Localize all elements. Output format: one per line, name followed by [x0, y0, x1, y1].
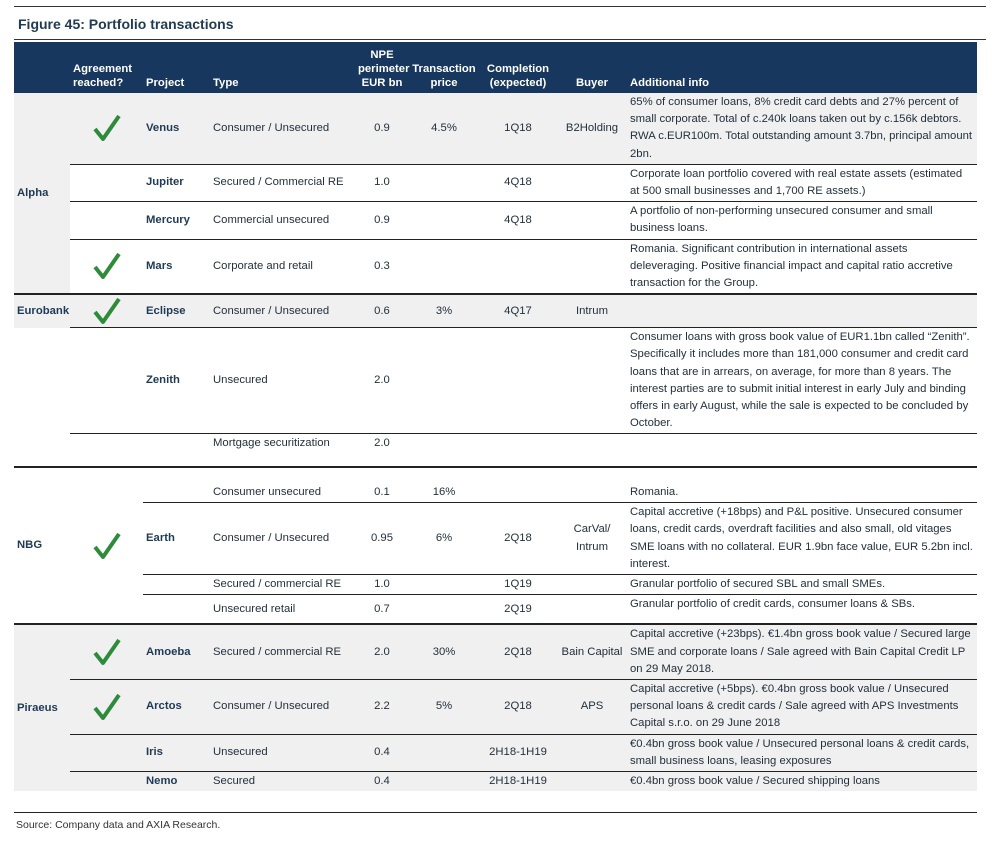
agreement-cell: [70, 93, 143, 164]
agreement-cell: [70, 467, 143, 575]
project-cell: [143, 467, 210, 503]
type-cell: Secured: [210, 772, 355, 792]
check-icon: [92, 531, 122, 561]
buyer-cell: [557, 164, 627, 201]
agreement-cell: [70, 202, 143, 239]
type-cell: Unsecured: [210, 328, 355, 434]
buyer-cell: B2Holding: [557, 93, 627, 164]
header-price: Transaction price: [409, 42, 479, 93]
completion-cell: [479, 434, 557, 467]
type-cell: Consumer / Unsecured: [210, 503, 355, 575]
price-cell: [409, 239, 479, 294]
completion-cell: 4Q17: [479, 294, 557, 328]
completion-cell: 4Q18: [479, 164, 557, 201]
check-icon: [92, 113, 122, 143]
completion-cell: 2Q19: [479, 595, 557, 625]
info-cell: Capital accretive (+18bps) and P&L positive. Unsecured consumer loans, credit cards, overdraft facilities and also small, old vitages SME loans with no collateral. EUR 1.9bn face value, EUR 5.2bn incl. interest.: [627, 503, 977, 575]
npe-cell: 0.9: [355, 202, 409, 239]
check-icon: [92, 251, 122, 281]
price-cell: [409, 574, 479, 594]
table-row: [14, 239, 977, 294]
buyer-cell: Intrum: [557, 294, 627, 328]
npe-cell: 0.6: [355, 294, 409, 328]
project-cell: Mercury: [143, 202, 210, 239]
info-cell: Granular portfolio of secured SBL and small SMEs.: [627, 574, 977, 594]
info-cell: [627, 294, 977, 328]
buyer-cell: [557, 467, 627, 503]
price-cell: [409, 202, 479, 239]
project-cell: Iris: [143, 734, 210, 771]
npe-cell: 0.3: [355, 239, 409, 294]
buyer-cell: [557, 202, 627, 239]
completion-cell: 2Q18: [479, 624, 557, 679]
price-cell: [409, 434, 479, 467]
buyer-cell: Bain Capital: [557, 624, 627, 679]
table-row: [14, 772, 977, 792]
check-icon: [92, 692, 122, 722]
info-cell: Granular portfolio of credit cards, consumer loans & SBs.: [627, 595, 977, 625]
npe-cell: 2.0: [355, 328, 409, 434]
type-cell: Corporate and retail: [210, 239, 355, 294]
type-cell: Consumer / Unsecured: [210, 93, 355, 164]
table-bottom-rule: [14, 812, 977, 813]
completion-cell: 2Q18: [479, 503, 557, 575]
table-row: [14, 434, 977, 467]
info-cell: [627, 434, 977, 467]
agreement-cell: [70, 624, 143, 679]
table-row: [14, 93, 977, 164]
buyer-cell: [557, 772, 627, 792]
npe-cell: 1.0: [355, 164, 409, 201]
info-cell: €0.4bn gross book value / Unsecured personal loans & credit cards, small business loans, leasing exposures: [627, 734, 977, 771]
buyer-cell: APS: [557, 679, 627, 734]
header-row: [14, 42, 977, 93]
header-type: Type: [210, 42, 355, 93]
npe-cell: 0.9: [355, 93, 409, 164]
table-row: [14, 202, 977, 239]
completion-cell: [479, 467, 557, 503]
project-cell: Zenith: [143, 328, 210, 434]
completion-cell: 2Q18: [479, 679, 557, 734]
info-cell: Consumer loans with gross book value of EUR1.1bn called “Zenith”. Specifically it includes more than 181,000 consumer and credit card loans that are in arrears, on average, for more than 8 years. The interest parties are to submit initial interest in early July and binding offers in early August, while the sale is expected to be concluded by October.: [627, 328, 977, 434]
price-cell: 16%: [409, 467, 479, 503]
info-cell: €0.4bn gross book value / Secured shipping loans: [627, 772, 977, 792]
price-cell: 4.5%: [409, 93, 479, 164]
agreement-cell: [70, 734, 143, 771]
check-icon: [92, 637, 122, 667]
buyer-cell: CarVal/ Intrum: [557, 503, 627, 575]
completion-cell: 2H18-1H19: [479, 772, 557, 792]
buyer-cell: [557, 574, 627, 594]
bank-label-eurobank: Eurobank: [14, 294, 70, 328]
buyer-cell: [557, 434, 627, 467]
header-info: Additional info: [627, 42, 977, 93]
agreement-cell: [70, 164, 143, 201]
table-row: [14, 328, 977, 434]
type-cell: Mortgage securitization: [210, 434, 355, 467]
project-cell: Jupiter: [143, 164, 210, 201]
price-cell: [409, 328, 479, 434]
npe-cell: 0.95: [355, 503, 409, 575]
agreement-cell: [70, 239, 143, 294]
project-cell: Nemo: [143, 772, 210, 792]
type-cell: Unsecured: [210, 734, 355, 771]
info-cell: Romania.: [627, 467, 977, 503]
source-note: Source: Company data and AXIA Research.: [16, 819, 221, 831]
bank-label-nbg: NBG: [14, 467, 70, 624]
page-title: Figure 45: Portfolio transactions: [18, 16, 234, 32]
check-icon: [92, 296, 122, 326]
bank-cell: [14, 328, 70, 434]
npe-cell: 0.4: [355, 772, 409, 792]
price-cell: 6%: [409, 503, 479, 575]
project-cell: Eclipse: [143, 294, 210, 328]
bank-label-alpha: Alpha: [14, 93, 70, 294]
bank-label-piraeus: Piraeus: [14, 624, 70, 791]
type-cell: Commercial unsecured: [210, 202, 355, 239]
npe-cell: 0.1: [355, 467, 409, 503]
type-cell: Consumer / Unsecured: [210, 679, 355, 734]
info-cell: A portfolio of non-performing unsecured consumer and small business loans.: [627, 202, 977, 239]
completion-cell: 1Q19: [479, 574, 557, 594]
buyer-cell: [557, 328, 627, 434]
project-cell: Venus: [143, 93, 210, 164]
info-cell: Romania. Significant contribution in international assets deleveraging. Positive financial impact and capital ratio accretive transaction for the Group.: [627, 239, 977, 294]
table-row: [14, 734, 977, 771]
project-cell: [143, 434, 210, 467]
completion-cell: [479, 239, 557, 294]
price-cell: 3%: [409, 294, 479, 328]
project-cell: [143, 574, 210, 594]
project-cell: Amoeba: [143, 624, 210, 679]
completion-cell: 4Q18: [479, 202, 557, 239]
table-row: [14, 294, 977, 328]
info-cell: 65% of consumer loans, 8% credit card debts and 27% percent of small corporate. Total of c.240k loans taken out by c.156k debtors. RWA c.EUR100m. Total outstanding amount 3.7bn, principal amount 2bn.: [627, 93, 977, 164]
agreement-cell: [70, 679, 143, 734]
agreement-cell: [70, 574, 143, 594]
table-row: [14, 574, 977, 594]
info-cell: Corporate loan portfolio covered with real estate assets (estimated at 500 small businesses and 1,700 RE assets.): [627, 164, 977, 201]
completion-cell: 1Q18: [479, 93, 557, 164]
table-row: [14, 164, 977, 201]
table-row: [14, 624, 977, 679]
header-agreement: Agreement reached?: [70, 42, 143, 93]
buyer-cell: [557, 239, 627, 294]
completion-cell: [479, 328, 557, 434]
project-cell: Earth: [143, 503, 210, 575]
agreement-cell: [70, 772, 143, 792]
table-row: [14, 595, 977, 625]
transactions-table: [14, 42, 977, 791]
agreement-cell: [70, 434, 143, 467]
price-cell: 30%: [409, 624, 479, 679]
buyer-cell: [557, 595, 627, 625]
title-bar: [14, 6, 986, 40]
header-completion: Completion (expected): [479, 42, 557, 93]
project-cell: Arctos: [143, 679, 210, 734]
info-cell: Capital accretive (+23bps). €1.4bn gross book value / Secured large SME and corporate loans / Sale agreed with Bain Capital Credit LP on 29 May 2018.: [627, 624, 977, 679]
type-cell: Consumer / Unsecured: [210, 294, 355, 328]
table-row: [14, 467, 977, 503]
agreement-cell: [70, 328, 143, 434]
npe-cell: 2.0: [355, 624, 409, 679]
type-cell: Consumer unsecured: [210, 467, 355, 503]
completion-cell: 2H18-1H19: [479, 734, 557, 771]
npe-cell: 2.2: [355, 679, 409, 734]
header-bank: [14, 42, 70, 93]
buyer-cell: [557, 734, 627, 771]
agreement-cell: [70, 595, 143, 625]
npe-cell: 0.4: [355, 734, 409, 771]
type-cell: Unsecured retail: [210, 595, 355, 625]
table-row: [14, 503, 977, 575]
project-cell: Mars: [143, 239, 210, 294]
npe-cell: 2.0: [355, 434, 409, 467]
header-npe: NPE perimeter EUR bn: [355, 42, 409, 93]
npe-cell: 0.7: [355, 595, 409, 625]
price-cell: [409, 164, 479, 201]
header-buyer: Buyer: [557, 42, 627, 93]
header-project: Project: [143, 42, 210, 93]
type-cell: Secured / commercial RE: [210, 624, 355, 679]
npe-cell: 1.0: [355, 574, 409, 594]
info-cell: Capital accretive (+5bps). €0.4bn gross book value / Unsecured personal loans & credit cards / Sale agreed with APS Investments Capital s.r.o. on 29 June 2018: [627, 679, 977, 734]
table-row: [14, 679, 977, 734]
price-cell: 5%: [409, 679, 479, 734]
type-cell: Secured / commercial RE: [210, 574, 355, 594]
price-cell: [409, 595, 479, 625]
bank-cell: [14, 434, 70, 467]
project-cell: [143, 595, 210, 625]
price-cell: [409, 734, 479, 771]
agreement-cell: [70, 294, 143, 328]
price-cell: [409, 772, 479, 792]
type-cell: Secured / Commercial RE: [210, 164, 355, 201]
